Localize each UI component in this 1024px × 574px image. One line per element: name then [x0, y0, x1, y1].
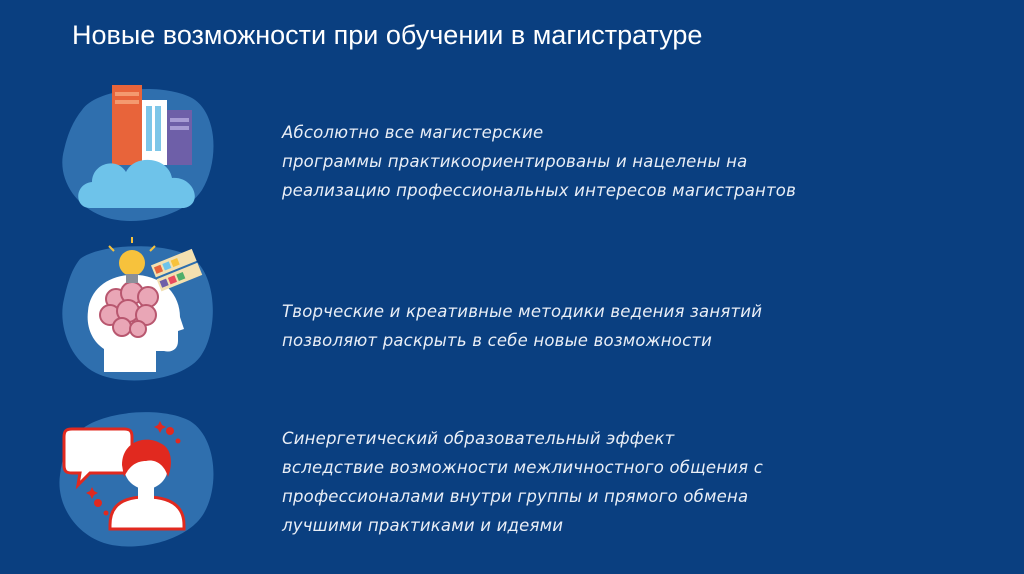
- item-line: профессионалами внутри группы и прямого обмена: [282, 487, 749, 506]
- item-line: Абсолютно все магистерские: [282, 123, 544, 142]
- item-line: лучшими практиками и идеями: [282, 516, 564, 535]
- item-text-practice: [282, 118, 796, 205]
- item-line: вследствие возможности межличностного общения с: [282, 458, 764, 477]
- item-line: Синергетический образовательный эффект: [282, 429, 675, 448]
- slide-title: Новые возможности при обучении в магистратуре: [72, 20, 703, 50]
- item-line: позволяют раскрыть в себе новые возможности: [282, 331, 713, 350]
- item-line: Творческие и креативные методики ведения занятий: [282, 302, 763, 321]
- person-speech-bubble-icon: [52, 403, 222, 553]
- books-cloud-icon: [52, 80, 222, 230]
- item-line: реализацию профессиональных интересов магистрантов: [282, 181, 797, 200]
- item-text-synergy: [282, 424, 763, 540]
- item-line: программы практикоориентированы и нацелены на: [282, 152, 748, 171]
- item-text-creative: [282, 297, 762, 355]
- head-brain-idea-icon: [52, 237, 222, 387]
